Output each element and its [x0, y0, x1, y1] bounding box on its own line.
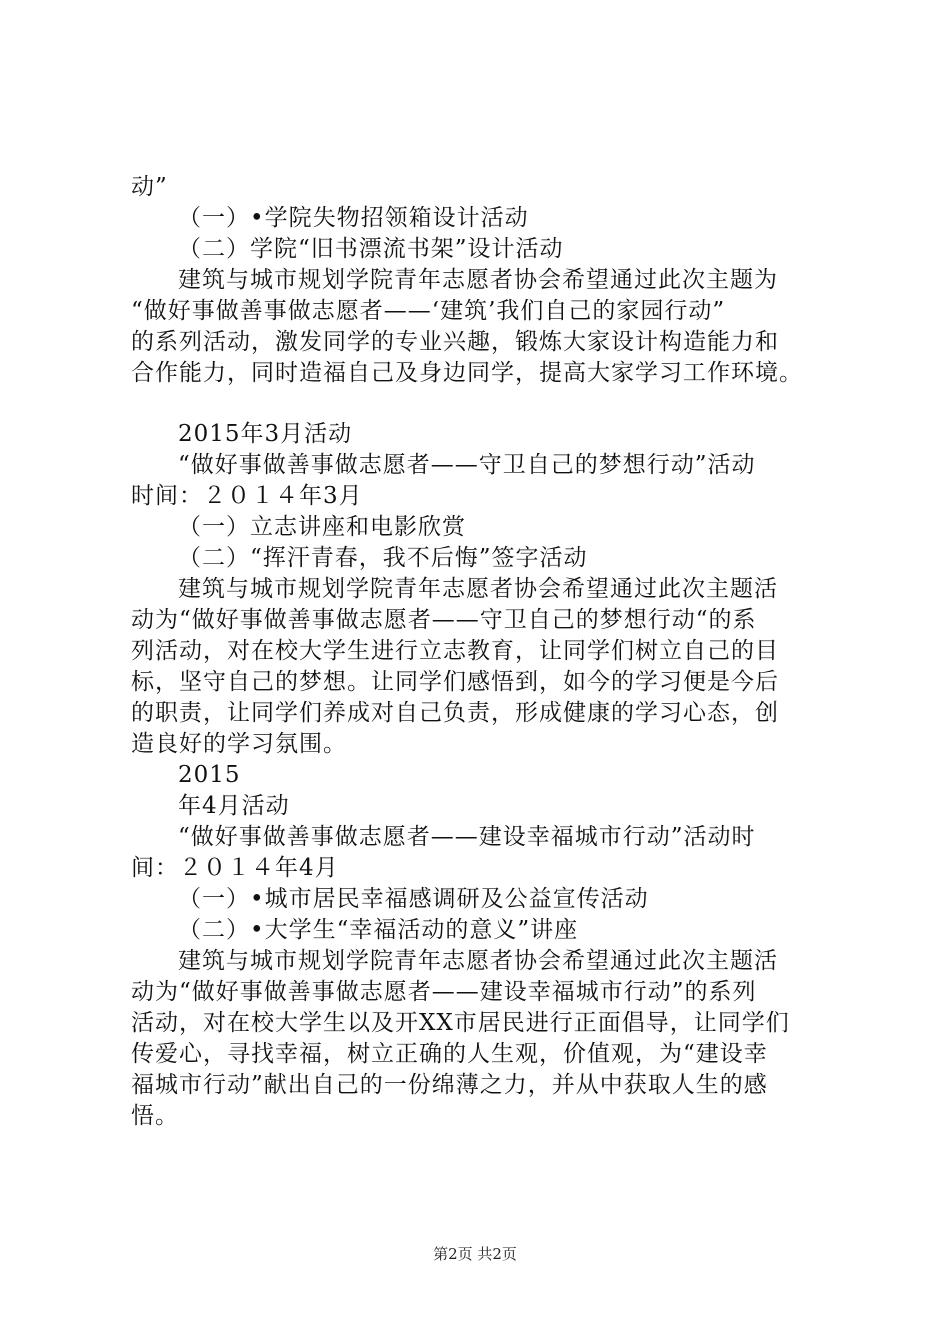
document-body [131, 172, 836, 1132]
text-line: 造良好的学习氛围。 [131, 731, 347, 757]
text-line: 时间：２０１４年3月 [131, 483, 363, 509]
paragraph-gap [131, 389, 836, 419]
section-heading-month: 年4月活动 [178, 793, 290, 819]
list-item: （一）立志讲座和电影欣赏 [178, 514, 466, 540]
text-line: 悟。 [131, 1103, 179, 1129]
text-line: 间：２０１４年4月 [131, 855, 339, 881]
text-line: 的职责，让同学们养成对自己负责，形成健康的学习心态，创 [131, 700, 779, 726]
page-footer [0, 1244, 950, 1264]
text-line: 活动，对在校大学生以及开XX市居民进行正面倡导，让同学们 [131, 1010, 790, 1036]
section-heading-year: 2015 [178, 762, 241, 788]
text-line: 标，坚守自己的梦想。让同学们感悟到，如今的学习便是今后 [131, 669, 779, 695]
text-line: 动为“做好事做善事做志愿者——守卫自己的梦想行动“的系 [131, 607, 757, 633]
list-item: （二）学院“旧书漂流书架”设计活动 [178, 236, 564, 262]
activity-title: “做好事做善事做志愿者——守卫自己的梦想行动”活动 [178, 452, 756, 478]
section-heading: 2015年3月活动 [178, 421, 353, 447]
list-item: （一）•学院失物招领箱设计活动 [178, 205, 529, 231]
activity-title: “做好事做善事做志愿者——建设幸福城市行动”活动时 [178, 824, 756, 850]
text-line: 的系列活动，激发同学的专业兴趣，锻炼大家设计构造能力和 [131, 329, 779, 355]
page-number: 第2页 共2页 [433, 1245, 517, 1263]
text-line: 动为“做好事做善事做志愿者——建设幸福城市行动”的系列 [131, 979, 757, 1005]
text-line: 福城市行动”献出自己的一份绵薄之力，并从中获取人生的感 [131, 1072, 768, 1098]
paragraph-first-line: 建筑与城市规划学院青年志愿者协会希望通过此次主题活 [178, 948, 778, 974]
list-item: （一）•城市居民幸福感调研及公益宣传活动 [178, 886, 649, 912]
paragraph-first-line: 建筑与城市规划学院青年志愿者协会希望通过此次主题活 [178, 576, 778, 602]
list-item: （二）•大学生“幸福活动的意义”讲座 [178, 917, 579, 943]
paragraph-first-line: 建筑与城市规划学院青年志愿者协会希望通过此次主题为 [178, 267, 778, 293]
text-line: 传爱心，寻找幸福，树立正确的人生观，价值观，为“建设幸 [131, 1041, 768, 1067]
list-item: （二）“挥汗青春，我不后悔”签字活动 [178, 545, 588, 571]
text-line: “做好事做善事做志愿者——‘建筑’我们自己的家园行动” [131, 298, 726, 324]
text-line: 合作能力，同时造福自己及身边同学，提高大家学习工作环境。 [131, 360, 803, 386]
text-line: 动” [131, 174, 168, 200]
text-line: 列活动，对在校大学生进行立志教育，让同学们树立自己的目 [131, 638, 779, 664]
